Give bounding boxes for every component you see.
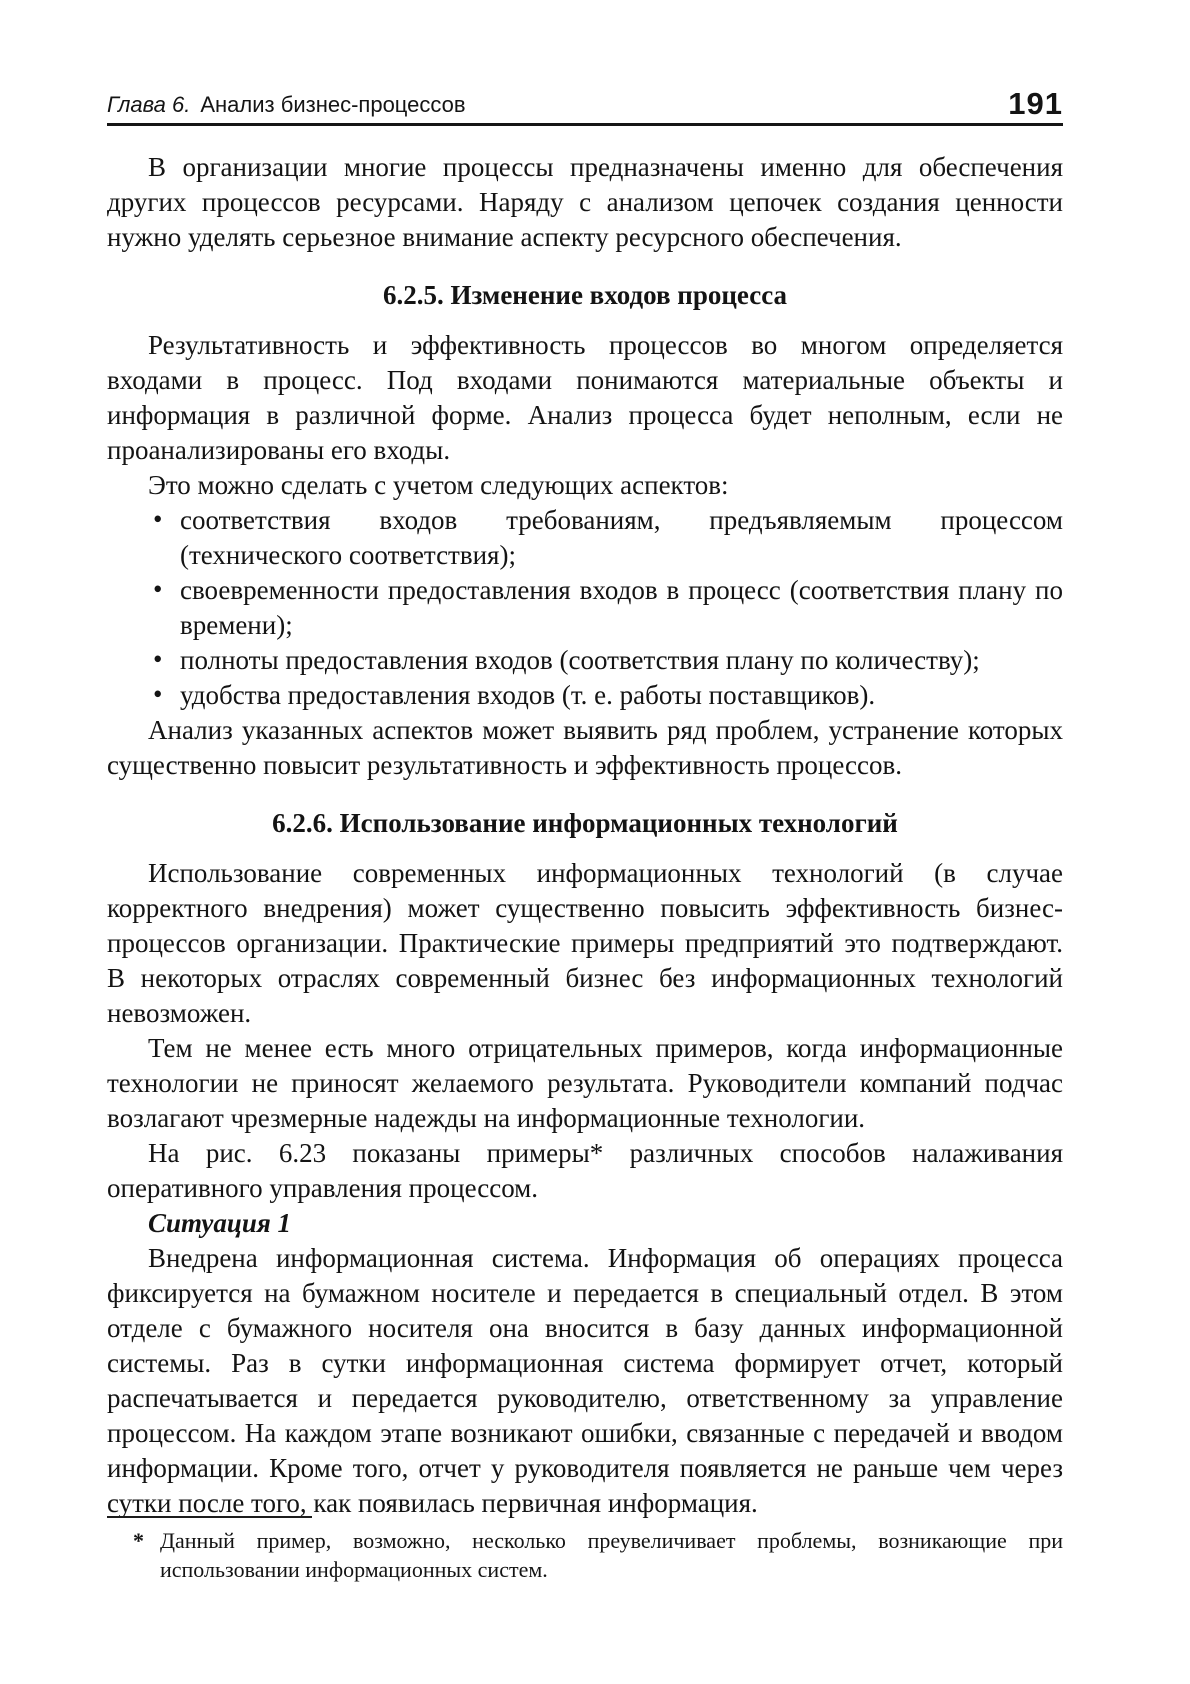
chapter-title: Анализ бизнес-процессов (200, 92, 466, 117)
list-item-text: соответствия входов требованиям, предъявляемым процессом (технического соответствия); (180, 505, 1063, 570)
footnote-separator (107, 1516, 312, 1518)
section-626-paragraph-1: Использование современных информационных технологий (в случае корректного внедрения) может существенно повысить эффективность бизнес-процессов организации. Практические примеры предприятий это подтверждают. В некоторых отраслях современный бизнес без информационных технологий невозможен. (107, 858, 1063, 1028)
list-item (107, 678, 1063, 713)
section-626-paragraph-2: Тем не менее есть много отрицательных примеров, когда информационные технологии не приносят желаемого результата. Руководители компаний подчас возлагают чрезмерные надежды на информационные технологии. (107, 1033, 1063, 1133)
footnote (107, 1516, 1063, 1584)
section-625-paragraph-1: Результативность и эффективность процессов во многом определяется входами в процесс. Под входами понимаются материальные объекты и информация в различной форме. Анализ процесса будет неполным, если не проанализированы его входы. (107, 330, 1063, 465)
page-content (107, 86, 1063, 1521)
page-number: 191 (1008, 86, 1063, 121)
section-626-paragraph-3: На рис. 6.23 показаны примеры* различных способов налаживания оперативного управления процессом. (107, 1138, 1063, 1203)
aspects-bullet-list (107, 503, 1063, 713)
footnote-body (107, 1526, 1063, 1584)
footnote-marker: * (133, 1528, 144, 1553)
bullet-icon: • (153, 504, 163, 534)
intro-paragraph: В организации многие процессы предназначены именно для обеспечения других процессов ресурсами. Наряду с анализом цепочек создания ценности нужно уделять серьезное внимание аспекту ресурсного обеспечения. (107, 152, 1063, 252)
body-text (107, 150, 1063, 1521)
list-item (107, 573, 1063, 643)
bullet-icon: • (153, 574, 163, 604)
list-item (107, 503, 1063, 573)
situation-1-paragraph: Внедрена информационная система. Информация об операциях процесса фиксируется на бумажном носителе и передается в специальный отдел. В этом отделе с бумажного носителя она вносится в базу данных информационной системы. Раз в сутки информационная система формирует отчет, который распечатывается и передается руководителю, ответственному за управление процессом. На каждом этапе возникают ошибки, связанные с передачей и вводом информации. Кроме того, отчет у руководителя появляется не раньше чем через сутки после того, как появилась первичная информация. (107, 1243, 1063, 1518)
chapter-heading (107, 92, 466, 118)
list-item-text: своевременности предоставления входов в процесс (соответствия плану по времени); (180, 575, 1063, 640)
list-item (107, 643, 1063, 678)
list-item-text: полноты предоставления входов (соответствия плану по количеству); (180, 645, 980, 675)
section-625-paragraph-2: Это можно сделать с учетом следующих аспектов: (148, 470, 729, 500)
section-625-heading: 6.2.5. Изменение входов процесса (382, 280, 788, 310)
bullet-icon: • (153, 644, 163, 674)
situation-1-label: Ситуация 1 (148, 1208, 292, 1238)
footnote-text: Данный пример, возможно, несколько преувеличивает проблемы, возникающие при использовании информационных систем. (160, 1528, 1063, 1582)
list-item-text: удобства предоставления входов (т. е. работы поставщиков). (180, 680, 876, 710)
section-625-paragraph-3: Анализ указанных аспектов может выявить ряд проблем, устранение которых существенно повысит результативность и эффективность процессов. (107, 715, 1063, 780)
chapter-label: Глава 6. (107, 92, 191, 117)
running-head (107, 86, 1063, 126)
bullet-icon: • (153, 679, 163, 709)
section-626-heading: 6.2.6. Использование информационных технологий (272, 808, 898, 838)
